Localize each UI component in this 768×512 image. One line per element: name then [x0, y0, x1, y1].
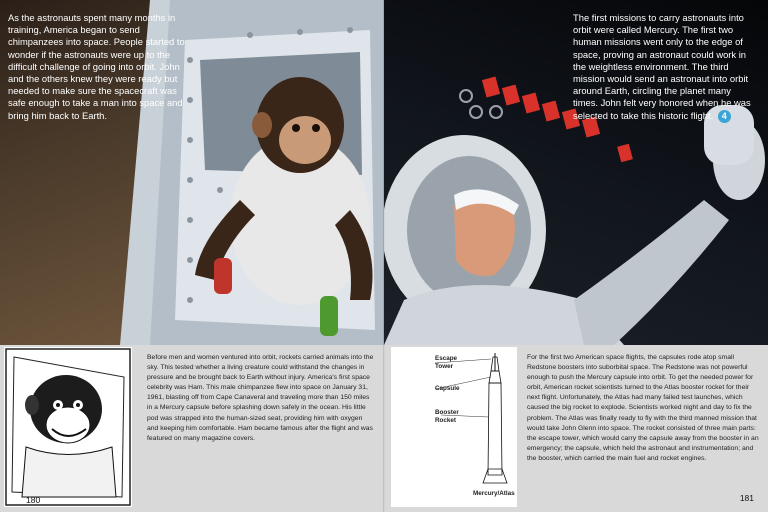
ham-sketch-art — [4, 347, 132, 507]
right-fact-text: For the first two American space flights, the capsules rode atop small Redstone boosters into suborbital space. The Redstone was not powerful enough to push the Mercury capsule into orbit. To get the needed power for orbit, American rocket scientists turned to the Atlas booster rocket for their next flight. Unfortunately, the Atlas had many failed test launches, which caused the big rocket to explode. Scientists worked night and day to fix the problem. The Atlas was finally ready to fly with the third manned mission that would take John Glenn into space. The rocket consisted of three main parts: the escape tower, which would carry the capsule away from the booster in an emergency; the capsule, which held the astronaut and instrumentation; and the booster, which carried the main fuel and rocket engines. — [527, 354, 759, 462]
left-fact-text: Before men and women ventured into orbit, rockets carried animals into the sky. This tested whether a living creature could withstand the changes in pressure and be brought back to Earth without injury. America's first space celebrity was Ham. This male chimpanzee flew into space on January 31, 1961, blasting off from Cape Canaveral and traveling more than 150 miles in a Mercury capsule before splashing down safely in the ocean. His little pod was strapped into the human-sized seat, providing him with oxygen and keeping him comfortable. Ham became famous after the flight and was featured on many magazine covers. — [147, 354, 374, 442]
left-fact-strip — [0, 345, 384, 512]
right-fact-strip — [384, 345, 768, 512]
right-page-number: 181 — [739, 493, 754, 503]
left-page-number: 180 — [26, 495, 41, 505]
right-story-body: The first missions to carry astronauts into orbit were called Mercury. The first two human missions went only to the edge of space, proving an astronaut could work in the weightless environment. The third mission would send an astronaut into orbit around Earth, circling the planet many times. John felt very honored when he was selected to take this historic flight. — [573, 12, 751, 121]
label-booster-rocket: Booster Rocket — [435, 409, 459, 424]
left-story-text: As the astronauts spent many months in training, America began to send chimpanzees into space. People started to wonder if the astronauts were up to the difficult challenge of going into orbit. John and the others knew they were ready but needed to make sure the spacecraft was safe enough to take a man into space and bring him back to Earth. — [8, 12, 185, 121]
astronaut-cockpit-illustration — [384, 0, 768, 345]
label-capsule: Capsule — [435, 385, 460, 392]
label-escape-tower: Escape Tower — [435, 355, 458, 370]
mercury-atlas-rocket-drawing — [391, 347, 517, 507]
chimpanzee-capsule-illustration — [0, 0, 384, 345]
page-gutter — [383, 0, 385, 512]
diagram-caption: Mercury/Atlas — [473, 490, 515, 497]
mercury-atlas-diagram — [391, 347, 517, 507]
ham-portrait-sketch — [4, 347, 132, 507]
chapter-number-badge: 4 — [718, 110, 731, 123]
right-story-text — [573, 12, 755, 123]
right-page — [384, 0, 768, 512]
